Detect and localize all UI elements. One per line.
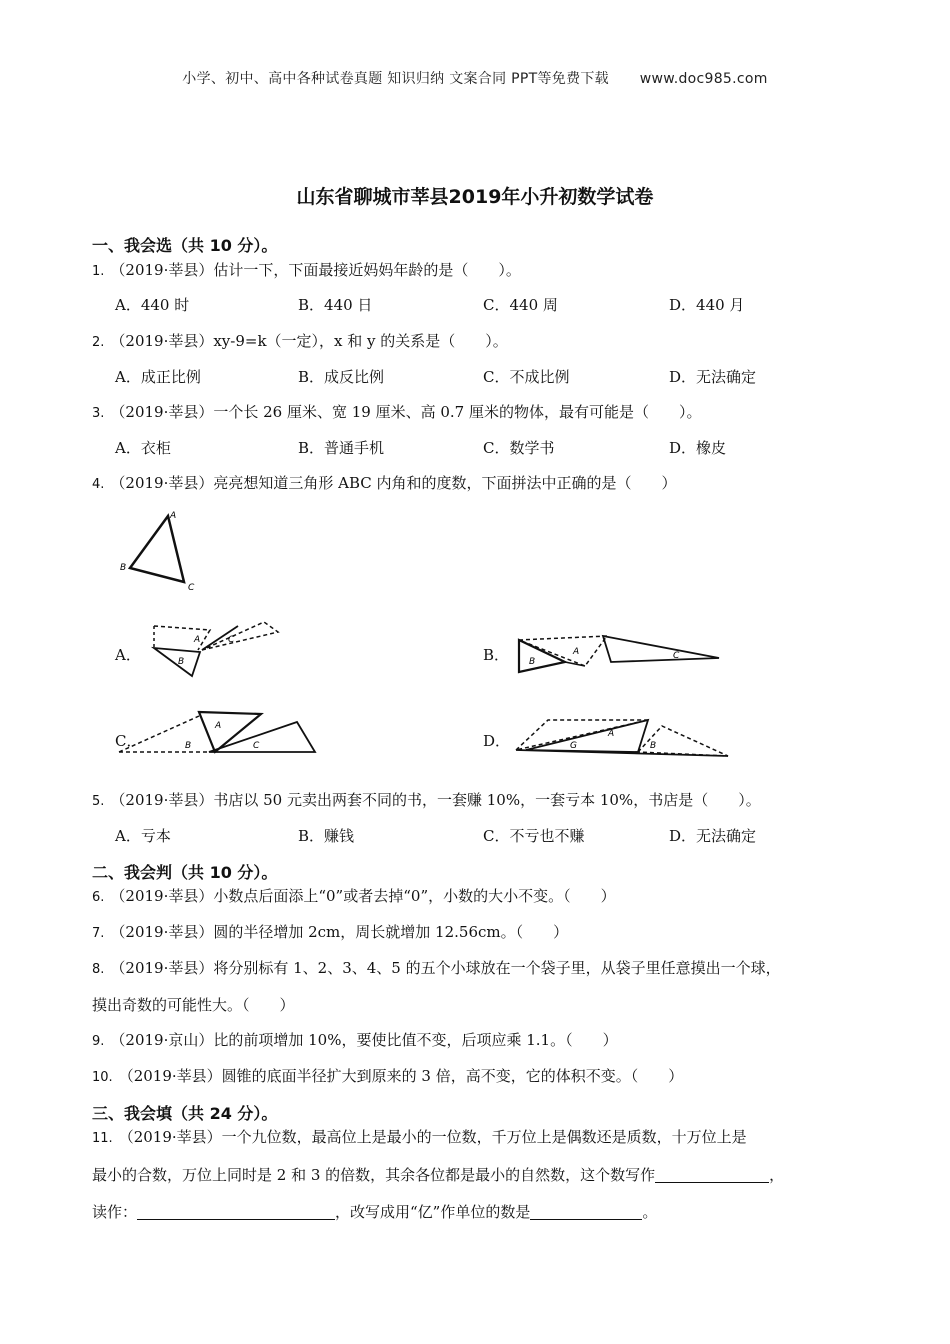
question-text: （2019·莘县）亮亮想知道三角形 ABC 内角和的度数，下面拼法中正确的是（ ） bbox=[110, 474, 677, 492]
q3-option-b: B．普通手机 bbox=[298, 439, 385, 457]
line-end-comma: ， bbox=[769, 1166, 785, 1184]
read-label: 读作： bbox=[92, 1203, 138, 1221]
triangle-abc-figure bbox=[112, 508, 202, 598]
question-text: ，改写成用“亿”作单位的数是 bbox=[335, 1203, 531, 1221]
question-11-line-3 bbox=[92, 1201, 657, 1222]
question-5 bbox=[92, 789, 761, 810]
question-text: （2019·莘县）估计一下，下面最接近妈妈年龄的是（ ）。 bbox=[110, 261, 521, 279]
q3-option-d: D．橡皮 bbox=[669, 439, 727, 457]
question-number: 6. bbox=[92, 890, 105, 905]
question-text: （2019·莘县）小数点后面添上“0”或者去掉“0”，小数的大小不变。（ ） bbox=[110, 887, 616, 905]
svg-text:A: A bbox=[170, 511, 177, 521]
q2-option-c: C．不成比例 bbox=[483, 368, 570, 386]
question-text: （2019·莘县）一个长 26 厘米、宽 19 厘米、高 0.7 厘米的物体，最有可能是（ ）。 bbox=[110, 403, 702, 421]
question-1 bbox=[92, 259, 521, 280]
svg-text:A: A bbox=[608, 729, 615, 739]
question-7 bbox=[92, 921, 568, 942]
question-text: （2019·莘县）书店以 50 元卖出两套不同的书，一套赚 10%，一套亏本 10%，书店是（ ）。 bbox=[110, 791, 761, 809]
question-8-continued: 摸出奇数的可能性大。（ ） bbox=[92, 996, 295, 1014]
question-text: （2019·京山）比的前项增加 10%，要使比值不变，后项应乘 1.1。（ ） bbox=[110, 1031, 618, 1049]
question-11-line-2 bbox=[92, 1164, 784, 1185]
question-number: 3. bbox=[92, 406, 105, 421]
q1-option-a: A．440 时 bbox=[115, 296, 190, 314]
q5-option-b: B．赚钱 bbox=[298, 827, 355, 845]
question-text: （2019·莘县）一个九位数，最高位上是最小的一位数，千万位上是偶数还是质数，十万位上是 bbox=[118, 1128, 747, 1146]
page-title: 山东省聊城市莘县2019年小升初数学试卷 bbox=[296, 186, 654, 208]
question-2 bbox=[92, 330, 508, 351]
q1-option-d: D．440 月 bbox=[669, 296, 745, 314]
question-text: （2019·莘县）圆的半径增加 2cm，周长就增加 12.56cm。（ ） bbox=[110, 923, 569, 941]
answer-blank-reading[interactable] bbox=[137, 1203, 335, 1220]
question-number: 7. bbox=[92, 926, 105, 941]
line-end-period: 。 bbox=[642, 1203, 658, 1221]
q5-option-d: D．无法确定 bbox=[669, 827, 757, 845]
q4-option-b-label: B． bbox=[483, 646, 510, 664]
q1-option-c: C．440 周 bbox=[483, 296, 558, 314]
svg-text:B: B bbox=[120, 563, 127, 573]
svg-text:B: B bbox=[185, 741, 192, 751]
q3-option-a: A．衣柜 bbox=[115, 439, 171, 457]
q4-option-c-figure bbox=[115, 708, 325, 758]
question-number: 5. bbox=[92, 794, 105, 809]
header-site: www.doc985.com bbox=[639, 71, 768, 87]
section-heading-3: 三、我会填（共 24 分）。 bbox=[92, 1104, 278, 1123]
q4-option-b-figure bbox=[515, 628, 725, 680]
question-9 bbox=[92, 1029, 618, 1050]
q4-option-a-figure bbox=[148, 616, 288, 682]
svg-text:B: B bbox=[529, 657, 536, 667]
section-heading-2: 二、我会判（共 10 分）。 bbox=[92, 863, 278, 882]
question-number: 10. bbox=[92, 1070, 113, 1085]
question-number: 1. bbox=[92, 264, 105, 279]
q5-option-a: A．亏本 bbox=[115, 827, 171, 845]
question-3 bbox=[92, 401, 702, 422]
svg-text:A: A bbox=[215, 721, 222, 731]
q3-option-c: C．数学书 bbox=[483, 439, 555, 457]
header-text: 小学、初中、高中各种试卷真题 知识归纳 文案合同 PPT等免费下载 bbox=[182, 71, 609, 87]
svg-text:B: B bbox=[178, 657, 185, 667]
svg-text:C: C bbox=[188, 583, 195, 593]
page-header bbox=[0, 68, 950, 88]
q4-option-a-label: A． bbox=[115, 646, 141, 664]
section-heading-1: 一、我会选（共 10 分）。 bbox=[92, 236, 278, 255]
svg-text:C: C bbox=[228, 635, 235, 645]
question-6 bbox=[92, 885, 616, 906]
question-4 bbox=[92, 472, 677, 493]
q2-option-d: D．无法确定 bbox=[669, 368, 757, 386]
q4-option-c-label: C． bbox=[115, 732, 142, 750]
question-number: 2. bbox=[92, 335, 105, 350]
question-11 bbox=[92, 1126, 747, 1147]
question-text: （2019·莘县）xy-9=k（一定），x 和 y 的关系是（ ）。 bbox=[110, 332, 508, 350]
q2-option-b: B．成反比例 bbox=[298, 368, 385, 386]
q4-option-d-label: D． bbox=[483, 732, 511, 750]
svg-text:C: C bbox=[673, 651, 680, 661]
question-text: （2019·莘县）将分别标有 1、2、3、4、5 的五个小球放在一个袋子里，从袋子里任意摸出一个球， bbox=[110, 959, 781, 977]
question-number: 9. bbox=[92, 1034, 105, 1049]
q1-option-b: B．440 日 bbox=[298, 296, 373, 314]
svg-text:A: A bbox=[194, 635, 201, 645]
question-number: 4. bbox=[92, 477, 105, 492]
q4-option-d-figure bbox=[512, 712, 732, 762]
question-text: 最小的合数，万位上同时是 2 和 3 的倍数，其余各位都是最小的自然数，这个数写作 bbox=[92, 1166, 656, 1184]
svg-text:G: G bbox=[570, 741, 577, 751]
question-text: （2019·莘县）圆锥的底面半径扩大到原来的 3 倍，高不变，它的体积不变。（ ） bbox=[118, 1067, 684, 1085]
q5-option-c: C．不亏也不赚 bbox=[483, 827, 585, 845]
question-number: 11. bbox=[92, 1131, 113, 1146]
answer-blank-written[interactable] bbox=[655, 1166, 769, 1183]
svg-text:A: A bbox=[573, 647, 580, 657]
svg-text:B: B bbox=[650, 741, 657, 751]
question-number: 8. bbox=[92, 962, 105, 977]
q2-option-a: A．成正比例 bbox=[115, 368, 201, 386]
svg-text:C: C bbox=[253, 741, 260, 751]
question-10 bbox=[92, 1065, 683, 1086]
question-8 bbox=[92, 957, 781, 978]
answer-blank-yi-unit[interactable] bbox=[530, 1203, 642, 1220]
